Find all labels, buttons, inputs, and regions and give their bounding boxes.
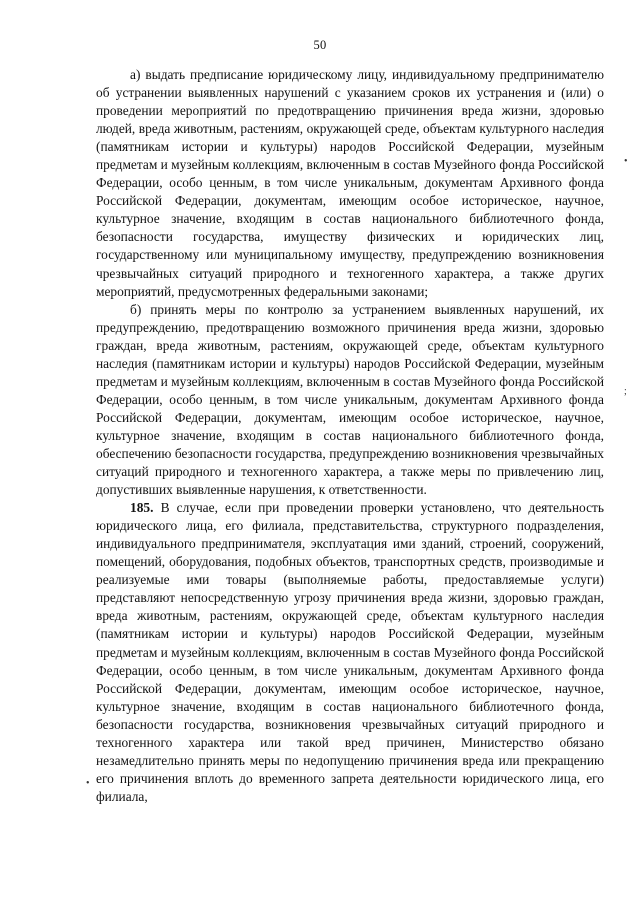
paragraph-185-text: В случае, если при проведении проверки установлено, что деятельность юридического лица, его филиала, представительства, структурного подразделения, индивидуального предпринимателя, эксплуатация ими зданий, строений, сооружений, помещений, оборудования, подобных объектов, транспортных средств, производимые и реализуемые ими товары (выполняемые работы, предоставляемые услуги) представляют непосредственную угрозу причинения вреда жизни, здоровью граждан, вреда животным, растениям, окружающей среде, объектам культурного наследия (памятникам истории и культуры) народов Российской Федерации, музейным предметам и музейным коллекциям, включенным в состав Музейного фонда Российской Федерации, особо ценным, в том числе уникальным, документам Архивного фонда Российской Федерации, документам, имеющим особое историческое, научное, культурное значение, входящим в состав национального библиотечного фонда, безопасности государства, возникновения чрезвычайных ситуаций природного и техногенного характера или такой вред причинен, Министерство обязано незамедлительно принять меры по недопущению причинения вреда или прекращению его причинения вплоть до временного запрета деятельности юридического лица, его филиала,	[96, 500, 604, 804]
page-number: 50	[313, 38, 327, 52]
paragraph-a-text: а) выдать предписание юридическому лицу, индивидуальному предпринимателю об устранении выявленных нарушений с указанием сроков их устранения и (или) о проведении мероприятий по предотвращению причинения вреда жизни, здоровью людей, вреда животным, растениям, окружающей среде, объектам культурного наследия (памятникам истории и культуры) народов Российской Федерации, музейным предметам и музейным коллекциям, включенным в состав Музейного фонда Российской Федерации, особо ценным, в том числе уникальным, документам Архивного фонда Российской Федерации, документам, имеющим особое историческое, научное, культурное значение, входящим в состав национального библиотечного фонда, безопасности государства, имуществу физических и юридических лиц, государственному или муниципальному имуществу, предупреждению возникновения чрезвычайных ситуаций природного и техногенного характера, а также других мероприятий, предусмотренных федеральными законами;	[96, 67, 604, 299]
paragraph-185	[96, 499, 604, 806]
page-body	[96, 66, 604, 806]
scan-artifact-mark: •	[86, 778, 90, 789]
scan-artifact-mark: ;	[624, 386, 627, 397]
paragraph-b-text: б) принять меры по контролю за устранением выявленных нарушений, их предупреждению, предотвращению возможного причинения вреда жизни, здоровью граждан, вреда животным, растениям, окружающей среде, объектам культурного наследия (памятникам истории и культуры) народов Российской Федерации, музейным предметам и музейным коллекциям, включенным в состав Музейного фонда Российской Федерации, особо ценным, в том числе уникальным, документам Архивного фонда Российской Федерации, документам, имеющим особое историческое, научное, культурное значение, входящим в состав национального библиотечного фонда, обеспечению безопасности государства, предупреждению возникновения чрезвычайных ситуаций природного и техногенного характера, а также меры по привлечению лиц, допустивших выявленные нарушения, к ответственности.	[96, 301, 604, 498]
paragraph-b	[96, 301, 604, 500]
paragraph-185-number: 185.	[130, 500, 154, 516]
scan-artifact-mark: •	[624, 156, 628, 167]
paragraph-a	[96, 66, 604, 301]
